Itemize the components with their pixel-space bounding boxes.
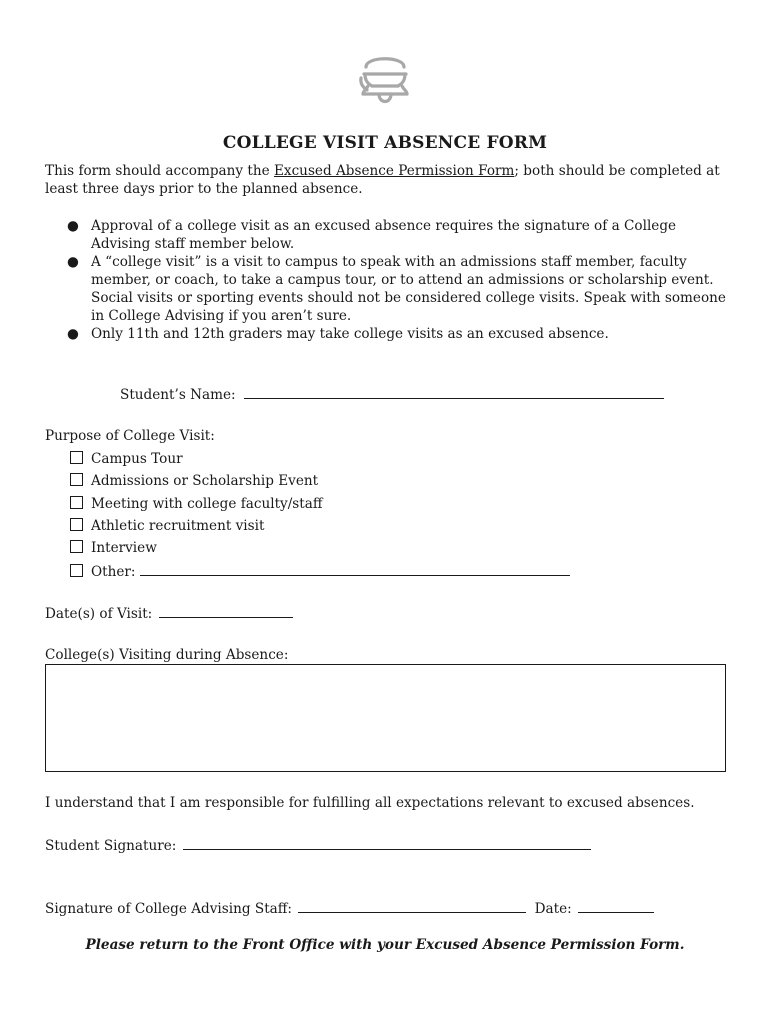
return-instructions: Please return to the Front Office with your Excused Absence Permission Form. [85, 937, 685, 953]
checkbox-icon[interactable] [70, 473, 83, 486]
student-signature-label: Student Signature: [45, 838, 177, 854]
student-name-field[interactable] [244, 385, 664, 399]
option-label: Campus Tour [91, 451, 183, 467]
option-label: Athletic recruitment visit [91, 518, 265, 534]
purpose-label: Purpose of College Visit: [45, 428, 215, 444]
staff-signature-row [45, 899, 654, 918]
list-item [45, 253, 735, 325]
acknowledgement-text: I understand that I am responsible for fulfilling all expectations relevant to excused absences. [45, 795, 695, 811]
student-name-row [120, 385, 664, 404]
intro-text-after: ; both should be completed at least three days prior to the planned absence. [45, 163, 720, 197]
purpose-option-other[interactable] [70, 562, 570, 581]
checkbox-icon[interactable] [70, 540, 83, 553]
bell-logo-icon [352, 44, 418, 110]
other-purpose-field[interactable] [140, 562, 570, 576]
bullet-icon: ● [67, 218, 79, 234]
list-item-text: A “college visit” is a visit to campus to speak with an admissions staff member, faculty member, or coach, to take a campus tour, or to attend an admissions or scholarship event. Social visits or sporting events should not be considered college visits. Speak with someone in College Advising if you aren’t sure. [91, 254, 726, 324]
requirements-list [45, 217, 735, 343]
checkbox-icon[interactable] [70, 564, 83, 577]
list-item [45, 325, 735, 343]
checkbox-icon[interactable] [70, 496, 83, 509]
purpose-option-campus-tour[interactable] [70, 450, 183, 468]
intro-text-before: This form should accompany the [45, 163, 274, 179]
option-label: Meeting with college faculty/staff [91, 496, 323, 512]
visit-dates-field[interactable] [159, 604, 293, 618]
checkbox-icon[interactable] [70, 518, 83, 531]
intro-paragraph [45, 162, 735, 198]
purpose-option-interview[interactable] [70, 539, 157, 557]
list-item-text: Only 11th and 12th graders may take college visits as an excused absence. [91, 326, 609, 342]
option-label: Admissions or Scholarship Event [91, 473, 319, 489]
bullet-icon: ● [67, 326, 79, 342]
purpose-option-admissions-event[interactable] [70, 472, 318, 490]
student-signature-row [45, 836, 591, 855]
visit-dates-label: Date(s) of Visit: [45, 606, 153, 622]
visit-dates-row [45, 604, 293, 623]
student-signature-field[interactable] [183, 836, 591, 850]
purpose-option-faculty-meeting[interactable] [70, 495, 323, 513]
staff-signature-field[interactable] [298, 899, 526, 913]
purpose-option-athletic-recruitment[interactable] [70, 517, 264, 535]
checkbox-icon[interactable] [70, 451, 83, 464]
form-title: COLLEGE VISIT ABSENCE FORM [222, 133, 548, 153]
option-label: Interview [91, 540, 157, 556]
list-item [45, 217, 735, 253]
colleges-label: College(s) Visiting during Absence: [45, 647, 289, 663]
date-field[interactable] [578, 899, 654, 913]
list-item-text: Approval of a college visit as an excused absence requires the signature of a College Advising staff member below. [91, 218, 677, 252]
excused-absence-form-link[interactable]: Excused Absence Permission Form [273, 163, 515, 179]
colleges-textarea[interactable] [45, 664, 726, 772]
option-label: Other: [91, 564, 136, 580]
bullet-icon: ● [67, 254, 79, 270]
staff-signature-label: Signature of College Advising Staff: [45, 901, 292, 917]
date-label: Date: [534, 901, 572, 917]
student-name-label: Student’s Name: [120, 387, 236, 403]
